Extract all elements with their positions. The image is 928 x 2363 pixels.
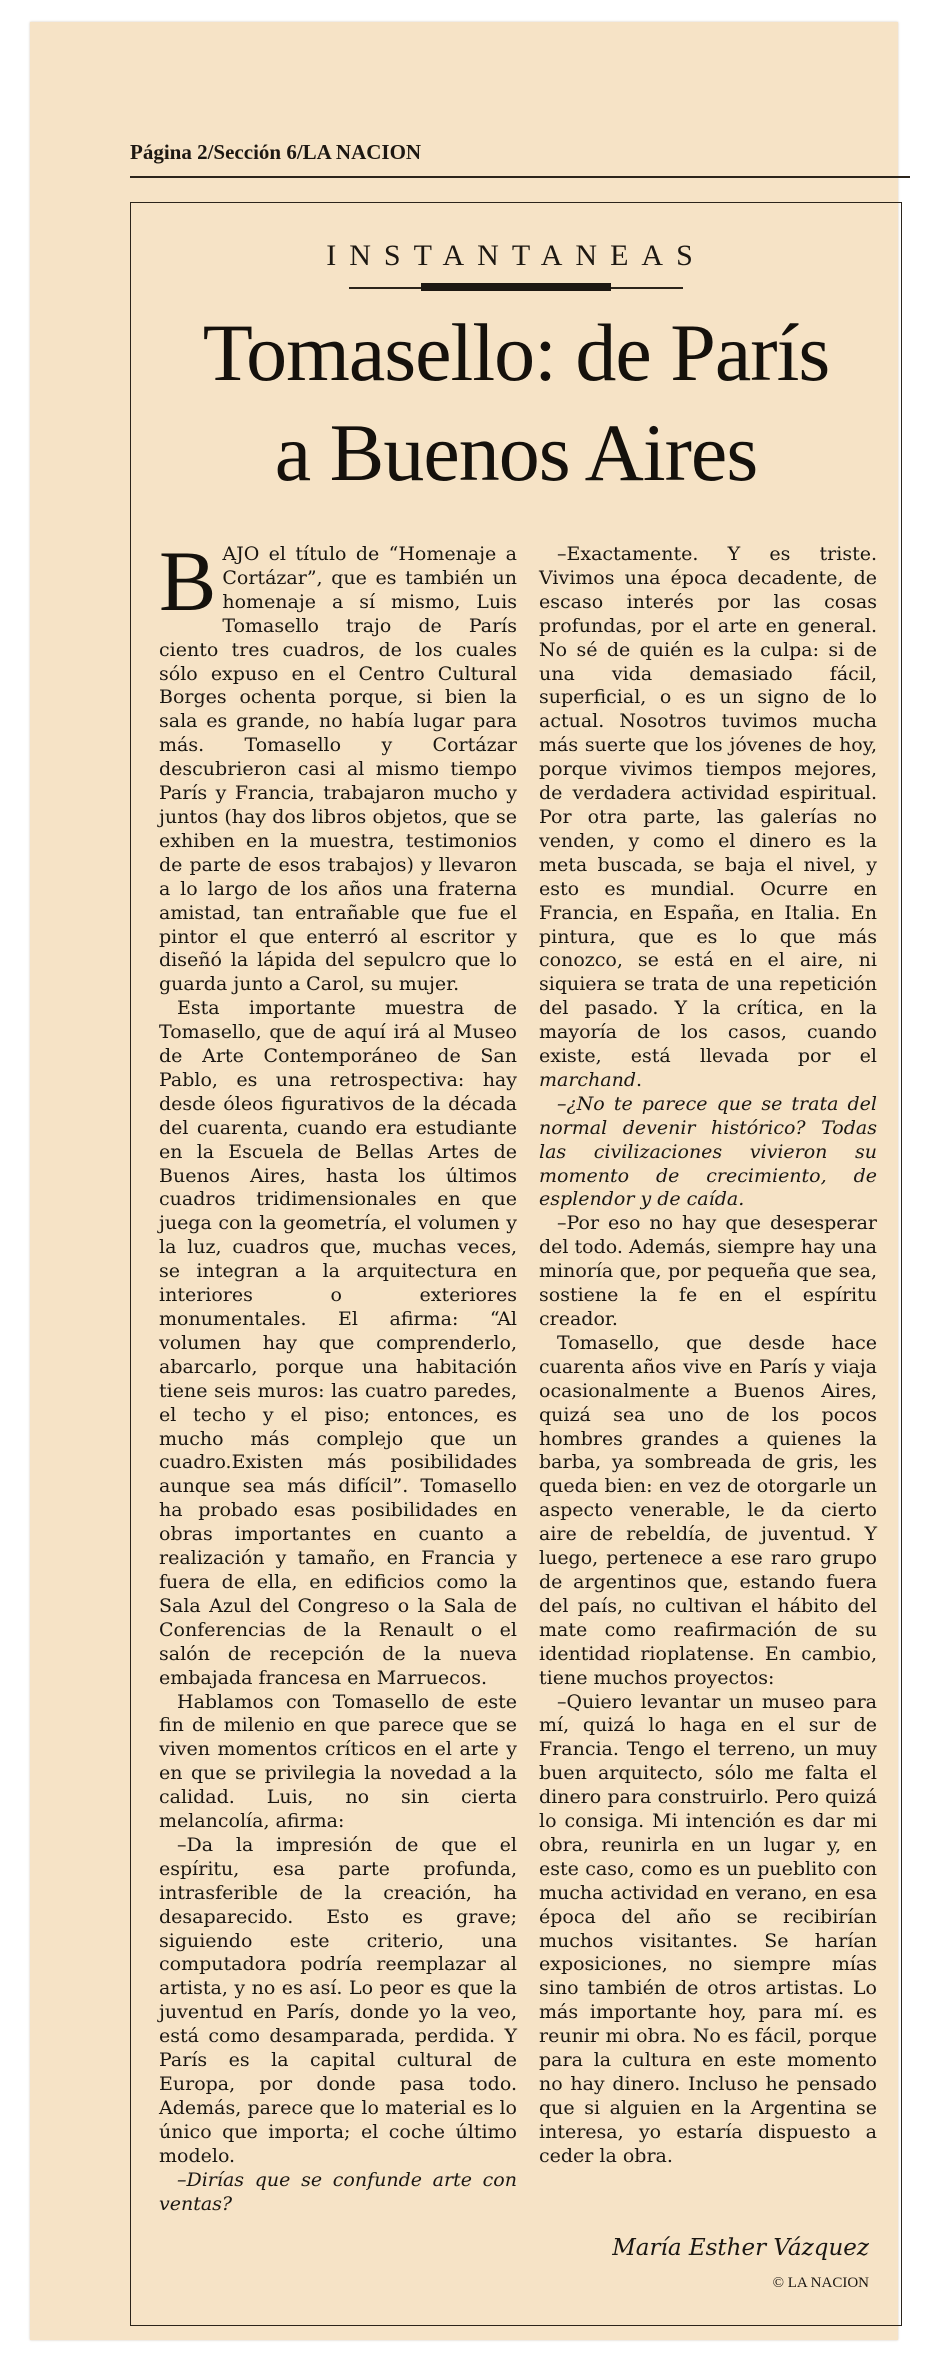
section-kicker: INSTANTANEAS — [326, 239, 706, 272]
article-paragraph: –Da la impresión de que el espíritu, esa parte profunda, intrasferible de la creación, ha desaparecido. Esto es grave; siguiendo este criterio, una computadora podría reemplazar al artista, y no es así. Lo peor es que la juventud en París, donde yo la veo, está como desamparada, perdida. Y París es la capital cultural de Europa, por donde pasa todo. Además, parece que lo material es lo único que importa; el coche último modelo. — [159, 1833, 517, 2167]
interview-question: –Dirías que se confunde arte con ventas? — [159, 2168, 517, 2215]
author-signature: María Esther Vázquez — [612, 2235, 869, 2261]
drop-cap: B — [159, 533, 217, 629]
article-paragraph: –Por eso no hay que desesperar del todo. Además, siempre hay una minoría que, por pequeña que sea, sostiene la fe en el espíritu creador. — [539, 1212, 878, 1330]
headline-line-1: Tomasello: de París — [202, 307, 830, 398]
article-column-right — [539, 543, 877, 2169]
article-paragraph: Esta importante muestra de Tomasello, que de aquí irá al Museo de Arte Contemporáneo de San Pablo, es una retrospectiva: hay desde óleos figurativos de la década del cuarenta, cuando era estudiante en la Escuela de Bellas Artes de Buenos Aires, hasta los últimos cuadros tridimensionales en que juega con la geometría, el volumen y la luz, cuadros que, muchas veces, se integran a la arquitectura en interiores o exteriores monumentales. El afirma: “Al volumen hay que comprenderlo, abarcarlo, porque una habitación tiene seis muros: las cuatro paredes, el techo y el piso; entonces, es mucho más complejo que un cuadro.Existen más posibilidades aunque sea más difícil”. Tomasello ha probado esas posibilidades en obras importantes en cuanto a realización y tamaño, en Francia y fuera de ella, en edificios como la Sala Azul del Congreso o la Sala de Conferencias de la Renault o el salón de recepción de la nueva embajada francesa en Marruecos. — [159, 997, 517, 1689]
article-paragraph: –Exactamente. Y es triste. Vivimos una época decadente, de escaso interés por las cosas profundas, por el arte en general. No sé de quién es la culpa: si de una vida demasiado fácil, superficial, o es un signo de lo actual. Nosotros tuvimos mucha más suerte que los jóvenes de hoy, porque vivimos tiempos mejores, de verdadera actividad espiritual. Por otra parte, las galerías no venden, y como el dinero es la meta buscada, se baja el nivel, y esto es mundial. Ocurre en Francia, en España, en Italia. En pintura, que es lo que más conozco, se está en el aire, ni siquiera se trata de una repetición del pasado. Y la crítica, en la mayoría de los casos, cuando existe, está llevada por el marchand. — [539, 543, 877, 1091]
interview-question: –¿No te parece que se trata del normal devenir histórico? Todas las civilizaciones vivieron su momento de crecimiento, de esplendor y de caída. — [539, 1092, 877, 1211]
article-paragraph: Hablamos con Tomasello de este fin de milenio en que parece que se viven momentos críticos en el arte y en que se privilegia la novedad a la calidad. Luis, no sin cierta melancolía, afirma: — [159, 1690, 517, 1833]
headline-line-2: a Buenos Aires — [274, 407, 758, 498]
article-paragraph: BAJO el título de “Homenaje a Cortázar”, que es también un homenaje a sí mismo, Luis Tomasello trajo de París ciento tres cuadros, de los cuales sólo expuso en el Centro Cultural Borges ochenta porque, si bien la sala es grande, no había lugar para más. Tomasello y Cortázar descubrieron casi al mismo tiempo París y Francia, trabajaron mucho y juntos (hay dos libros objetos, que se exhiben en la muestra, testimonios de parte de esos trabajos) y llevaron a lo largo de los años una fraterna amistad, tan entrañable que fue el pintor el que enterró al escritor y diseñó la lápida del sepulcro que lo guarda junto a Carol, su mujer. — [159, 533, 517, 996]
copyright-notice: © LA NACION — [772, 2275, 869, 2291]
header-rule — [130, 176, 910, 178]
article-paragraph: –Quiero levantar un museo para mí, quizá lo haga en el sur de Francia. Tengo el terreno, un muy buen arquitecto, sólo me falta el dinero para construirlo. Pero quizá lo consiga. Mi intención es dar mi obra, reunirla en un lugar y, en este caso, como es un pueblito con mucha actividad en verano, en esa época del año se recibirían muchos visitantes. Se harían exposiciones, no siempre mías sino también de otros artistas. Lo más importante hoy, para mí. es reunir mi obra. No es fácil, porque para la cultura en este momento no hay dinero. Incluso he pensado que si alguien en la Argentina se interesa, yo estaría dispuesto a ceder la obra. — [539, 1690, 877, 2167]
article-headline — [131, 303, 901, 503]
article-column-left — [159, 533, 517, 2216]
marchand-word: marchand — [539, 1068, 637, 1091]
page-section-header: Página 2/Sección 6/LA NACION — [130, 140, 422, 164]
kicker-rule-bold — [421, 283, 611, 291]
newspaper-clipping — [30, 22, 898, 2340]
article-frame — [130, 202, 902, 2326]
article-paragraph: Tomasello, que desde hace cuarenta años vive en París y viaja ocasionalmente a Buenos Aires, quizá sea uno de los pocos hombres grandes a quienes la barba, ya sombreada de gris, les queda bien: en vez de otorgarle un aspecto venerable, le da cierto aire de rebeldía, de juventud. Y luego, pertenece a ese raro grupo de argentinos que, estando fuera del país, no cultivan el hábito del mate como reafirmación de su identidad rioplatense. En cambio, tiene muchos proyectos: — [539, 1331, 877, 1689]
